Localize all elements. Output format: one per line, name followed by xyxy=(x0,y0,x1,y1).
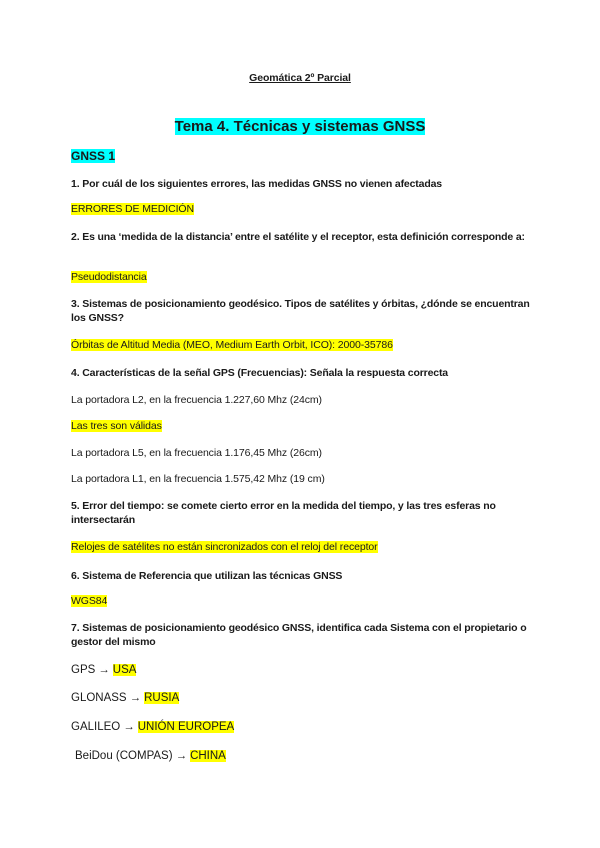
section-title xyxy=(71,149,115,163)
question-1: 1. Por cuál de los siguientes errores, las medidas GNSS no vienen afectadas xyxy=(71,178,442,190)
arrow-right-icon: → xyxy=(129,692,142,704)
pair-owner: RUSIA xyxy=(144,692,180,704)
answer-6 xyxy=(71,595,107,608)
pair-owner: USA xyxy=(112,664,137,676)
pair-system: GPS xyxy=(71,664,96,676)
pair-glonass xyxy=(71,691,179,705)
question-4: 4. Características de la señal GPS (Frecuencias): Señala la respuesta correcta xyxy=(71,367,448,379)
pair-owner: CHINA xyxy=(190,750,226,762)
answer-6-highlight: WGS84 xyxy=(71,595,108,607)
section-title-text: GNSS 1 xyxy=(71,149,116,163)
pair-system: GALILEO xyxy=(71,721,121,733)
question-4-option-3: La portadora L5, en la frecuencia 1.176,45 Mhz (26cm) xyxy=(71,447,322,459)
answer-5 xyxy=(71,541,378,554)
answer-2-highlight: Pseudodistancia xyxy=(71,271,147,283)
question-4-option-2 xyxy=(71,420,162,433)
pair-galileo xyxy=(71,720,234,734)
topic-title-text: Tema 4. Técnicas y sistemas GNSS xyxy=(174,118,426,135)
pair-gps xyxy=(71,663,136,677)
question-3: 3. Sistemas de posicionamiento geodésico. Tipos de satélites y órbitas, ¿dónde se encuentran los GNSS? xyxy=(71,298,530,324)
answer-3 xyxy=(71,339,393,352)
answer-3-highlight: Órbitas de Altitud Media (MEO, Medium Earth Orbit, ICO): 2000-35786 xyxy=(71,339,393,351)
arrow-right-icon: → xyxy=(175,750,188,762)
document-header-title: Geomática 2º Parcial xyxy=(249,72,351,84)
arrow-right-icon: → xyxy=(98,664,110,676)
question-4-correct-option: Las tres son válidas xyxy=(71,420,162,432)
question-2: 2. Es una ‘medida de la distancia’ entre el satélite y el receptor, esta definición corresponde a: xyxy=(71,231,525,243)
answer-1-highlight: ERRORES DE MEDICIÓN xyxy=(71,203,194,215)
arrow-right-icon: → xyxy=(123,721,135,733)
topic-title xyxy=(0,118,600,135)
pair-system: BeiDou (COMPAS) xyxy=(75,750,173,762)
pair-owner: UNIÓN EUROPEA xyxy=(137,721,235,733)
question-5: 5. Error del tiempo: se comete cierto error en la medida del tiempo, y las tres esferas no intersectarán xyxy=(71,500,496,526)
question-7: 7. Sistemas de posicionamiento geodésico GNSS, identifica cada Sistema con el propietario o gestor del mismo xyxy=(71,622,527,648)
question-4-option-4: La portadora L1, en la frecuencia 1.575,42 Mhz (19 cm) xyxy=(71,473,325,485)
pair-system: GLONASS xyxy=(71,692,127,704)
answer-5-highlight: Relojes de satélites no están sincronizados con el reloj del receptor xyxy=(71,541,378,553)
answer-1 xyxy=(71,203,194,216)
question-4-option-1: La portadora L2, en la frecuencia 1.227,60 Mhz (24cm) xyxy=(71,394,322,406)
pair-beidou xyxy=(75,749,226,763)
answer-2 xyxy=(71,271,147,284)
question-6: 6. Sistema de Referencia que utilizan las técnicas GNSS xyxy=(71,570,343,582)
